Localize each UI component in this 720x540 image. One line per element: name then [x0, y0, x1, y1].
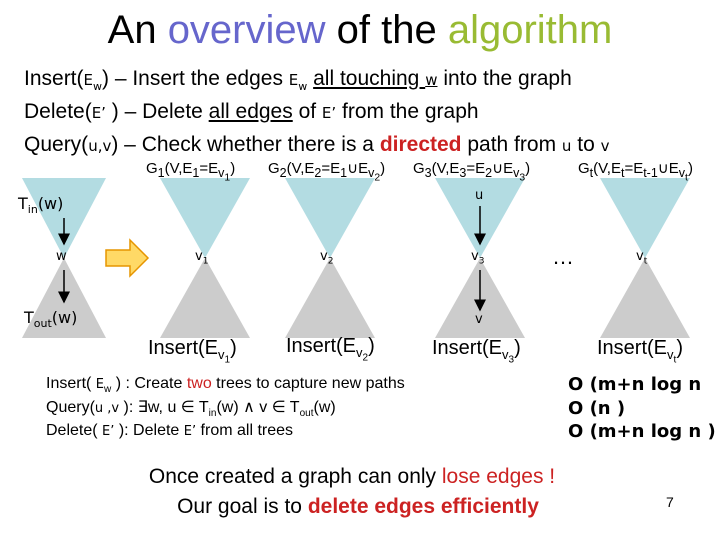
- insert-arg: E: [83, 71, 93, 89]
- graph-g: G: [268, 160, 280, 177]
- graph-eq: =E: [199, 160, 219, 177]
- graph-index: 1: [192, 166, 200, 180]
- graph-prev: 2: [485, 166, 493, 180]
- summary-sub: in: [208, 408, 217, 420]
- tout-label: [24, 308, 77, 330]
- title-overview-word: overview: [167, 8, 326, 52]
- node-v-sub: 2: [327, 256, 334, 267]
- node-v-letter: v: [471, 249, 479, 264]
- graph-prev: t-1: [643, 166, 658, 180]
- graph-g: G: [578, 160, 590, 177]
- delete-desc-e: E’: [321, 104, 337, 122]
- title-part: of the: [325, 8, 448, 52]
- node-v-sub: 1: [202, 256, 209, 267]
- insert-desc-underlined: all touching: [313, 67, 426, 90]
- node-v-letter: v: [636, 249, 644, 264]
- query-close: ): [111, 133, 119, 156]
- insert-label-text: Insert(E: [597, 337, 668, 359]
- query-u: u: [561, 137, 572, 155]
- insert-label-vsub: v: [502, 347, 509, 362]
- insert-desc-e: E: [288, 71, 299, 89]
- tout-triangle: [600, 258, 690, 338]
- delete-name: Delete(: [24, 100, 92, 123]
- insert-label-text: Insert(E: [148, 337, 219, 359]
- query-directed-word: directed: [379, 133, 462, 156]
- insert-label-text: Insert(E: [286, 335, 357, 357]
- bottom-goal: delete edges efficiently: [307, 495, 539, 518]
- tin-sub: in: [27, 203, 38, 217]
- graph-index: 1: [157, 166, 165, 180]
- graph-eq: =E: [466, 160, 486, 177]
- graph-index: 2: [314, 166, 322, 180]
- bottom-line-2: [0, 493, 718, 521]
- insert-label-vsub2: 2: [362, 352, 369, 364]
- graph-tail: ): [687, 160, 693, 177]
- summary-text: (w): [313, 399, 336, 416]
- page-number: 7: [666, 494, 674, 510]
- graph-vsub2: 3: [519, 172, 526, 184]
- graph-index: 3: [459, 166, 467, 180]
- insert-label-vsub: v: [667, 347, 674, 362]
- insert-arg-sub: w: [93, 80, 102, 94]
- graph-label-1: [146, 160, 235, 188]
- graph-index: 3: [424, 166, 432, 180]
- graph-mid: (V,E: [593, 160, 621, 177]
- node-vt: [636, 249, 647, 267]
- insert-label-vsub2: 1: [224, 354, 231, 366]
- graph-eq: =E: [624, 160, 644, 177]
- insert-label-close: ): [514, 337, 521, 359]
- insert-label-text: Insert(E: [432, 337, 503, 359]
- summary-uv: u ,v: [94, 401, 120, 416]
- tout-sub: out: [33, 317, 52, 331]
- graph-cup: ∪: [657, 160, 669, 177]
- insert-label-2: [286, 334, 375, 371]
- tin-triangle: [160, 178, 250, 258]
- node-u: u: [475, 188, 484, 203]
- summary-text: ) : Create: [111, 375, 187, 392]
- title-algorithm-word: algorithm: [447, 8, 613, 52]
- insert-label-vsub: v: [356, 345, 363, 360]
- insert-name: Insert(: [24, 67, 84, 90]
- node-v-letter: v: [195, 249, 203, 264]
- graph-vsub: v: [678, 166, 686, 180]
- node-v3: [471, 249, 484, 267]
- summary-text: trees to capture new paths: [211, 375, 405, 392]
- ellipsis: …: [552, 244, 574, 269]
- insert-label-close: ): [676, 337, 683, 359]
- summary-text: ): ∃w, u ∈ T: [119, 399, 209, 416]
- insert-desc: – Insert the edges: [109, 67, 289, 90]
- summary-insert: [46, 374, 405, 400]
- title-part: An: [107, 8, 168, 52]
- graph-prev: 1: [340, 166, 348, 180]
- graph-vsub: v: [368, 166, 375, 180]
- insert-desc-w: w: [425, 71, 438, 89]
- graph-vsub: v: [218, 166, 225, 180]
- insert-label-t: [597, 336, 683, 373]
- delete-desc-underlined: all edges: [208, 100, 293, 123]
- graph-tail: ): [525, 160, 531, 177]
- tout-arg: (w): [51, 308, 78, 327]
- summary-text: (w) ∧ v ∈ T: [216, 399, 300, 416]
- node-v2: [320, 249, 333, 267]
- summary-sub: w: [104, 384, 112, 396]
- graph-g: G: [146, 160, 158, 177]
- query-desc: path from: [461, 133, 562, 156]
- graph-vsub2: t: [685, 172, 688, 184]
- bottom-text: Once created a graph can only: [148, 465, 442, 488]
- query-desc: – Check whether there is a: [118, 133, 380, 156]
- block-arrow-icon: [106, 240, 148, 276]
- graph-vsub: v: [513, 166, 520, 180]
- insert-label-close: ): [230, 337, 237, 359]
- delete-arg: E’: [91, 104, 106, 122]
- graph-index: t: [620, 166, 625, 180]
- graph-vsub2: 1: [224, 172, 231, 184]
- graph-index: t: [589, 166, 594, 180]
- query-arg: u,v: [88, 137, 112, 155]
- graph-tail: ): [380, 160, 386, 177]
- tin-label: [18, 194, 63, 216]
- graph-e: E: [503, 160, 514, 177]
- summary-e: E: [95, 377, 105, 392]
- insert-label-3: [432, 336, 521, 373]
- node-v-sub: t: [643, 256, 648, 267]
- summary-text: from all trees: [196, 422, 294, 439]
- query-v: v: [600, 137, 610, 155]
- tout-triangle: [160, 258, 250, 338]
- tout-t: T: [24, 308, 34, 327]
- insert-label-close: ): [368, 335, 375, 357]
- summary-text: ): Delete: [114, 422, 184, 439]
- insert-label-vsub2: t: [673, 354, 677, 366]
- summary-sub: out: [299, 408, 314, 420]
- complexity-delete: O (m+n log n ): [568, 421, 716, 442]
- tin-t: T: [18, 194, 28, 213]
- bottom-line-1: [0, 463, 712, 491]
- complexity-insert: O (m+n log n: [568, 374, 702, 395]
- graph-cup: ∪: [492, 160, 504, 177]
- node-w: w: [56, 249, 67, 264]
- summary-e: E’: [102, 424, 115, 439]
- query-desc: to: [571, 133, 601, 156]
- summary-text: Insert(: [46, 375, 96, 392]
- graph-e: E: [358, 160, 369, 177]
- summary-text: Delete(: [46, 422, 103, 439]
- insert-desc-tail: into the graph: [437, 67, 572, 90]
- tin-triangle: [285, 178, 375, 258]
- graph-tail: ): [230, 160, 236, 177]
- node-v-sub: 3: [478, 256, 485, 267]
- tin-arg: (w): [37, 194, 64, 213]
- graph-eq: =E: [321, 160, 341, 177]
- graph-mid: (V,E: [431, 160, 460, 177]
- delete-desc: – Delete: [118, 100, 209, 123]
- graph-label-t: [578, 160, 693, 188]
- tin-triangle: [600, 178, 690, 258]
- graph-g: G: [413, 160, 425, 177]
- node-v-letter: v: [320, 249, 328, 264]
- bottom-lose-edges: lose edges !: [441, 465, 556, 488]
- delete-desc: of: [292, 100, 322, 123]
- graph-label-3: [413, 160, 530, 188]
- graph-index: 2: [279, 166, 287, 180]
- graph-cup: ∪: [347, 160, 359, 177]
- delete-desc-tail: from the graph: [336, 100, 479, 123]
- query-name: Query(: [24, 133, 89, 156]
- graph-mid: (V,E: [164, 160, 193, 177]
- summary-e: E’: [183, 424, 197, 439]
- node-v: v: [475, 312, 483, 327]
- delete-close: ): [105, 100, 119, 123]
- graph-label-2: [268, 160, 385, 188]
- bottom-text: Our goal is to: [177, 495, 308, 518]
- insert-label-vsub: v: [218, 347, 225, 362]
- graph-mid: (V,E: [286, 160, 315, 177]
- complexity-query: O (n ): [568, 398, 626, 419]
- graph-vsub2: 2: [374, 172, 381, 184]
- insert-desc-sub: w: [298, 80, 308, 94]
- node-v1: [195, 249, 208, 267]
- summary-text: Query(: [46, 399, 95, 416]
- insert-label-1: [148, 336, 237, 373]
- summary-delete: [46, 421, 293, 442]
- summary-two-word: two: [186, 375, 212, 392]
- graph-e: E: [668, 160, 679, 177]
- insert-close: ): [102, 67, 109, 90]
- tout-triangle: [285, 258, 375, 338]
- insert-label-vsub2: 3: [508, 354, 515, 366]
